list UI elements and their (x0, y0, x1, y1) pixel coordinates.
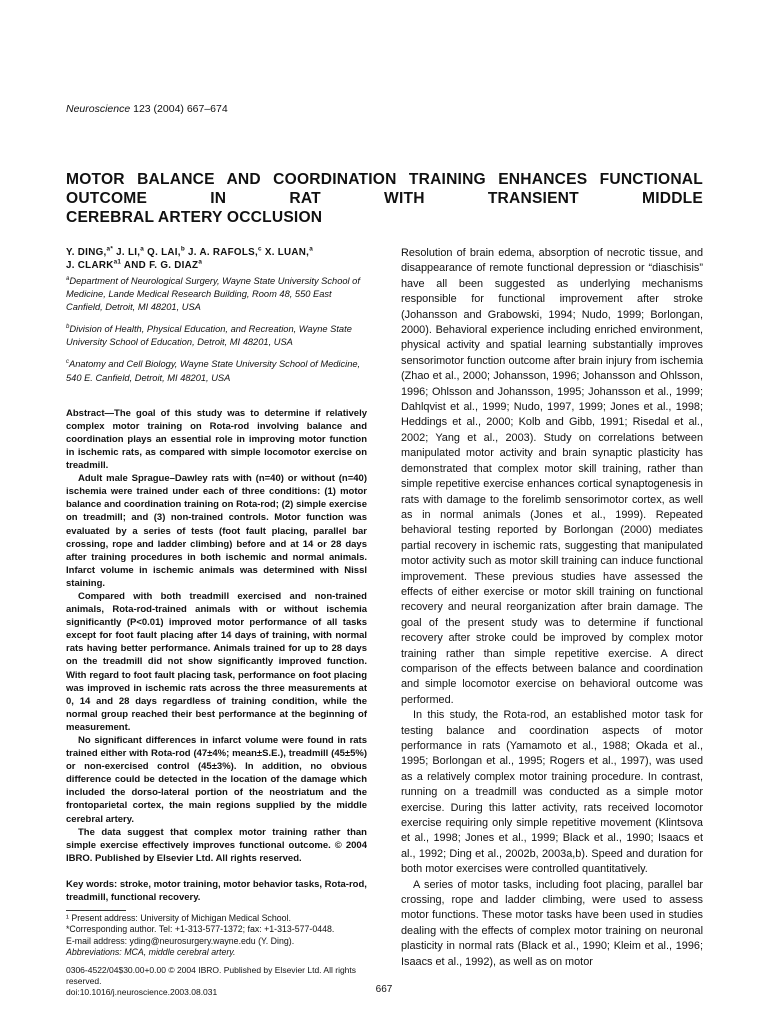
journal-name: Neuroscience (66, 103, 131, 115)
author-affiliation-mark: a1 (113, 258, 122, 266)
article-title-last-line: CEREBRAL ARTERY OCCLUSION (66, 209, 323, 226)
abstract-paragraph: No significant differences in infarct volume were found in rats trained either with Rota-rod (47±4%; mean±S.E.), treadmill (45±5%) or non-exercised control (45±3%). In addition, no obvious difference could be detected in the location of the damage which included the dorso-lateral portion of the neostriatum and the frontoparietal cortex, the main regions supplied by the middle cerebral artery. (66, 735, 367, 825)
article-title-main: MOTOR BALANCE AND COORDINATION TRAINING ENHANCES FUNCTIONAL OUTCOME IN RAT WITH TRANSIENT MIDDLE (66, 171, 703, 207)
author-affiliation-mark: a (309, 245, 314, 253)
affiliation-text: Division of Health, Physical Education, and Recreation, Wayne State University School of Education, Detroit, MI 48201, USA (66, 324, 352, 348)
author-name: Q. LAI, (144, 247, 181, 258)
footnote: *Corresponding author. Tel: +1-313-577-1372; fax: +1-313-577-0448. (66, 924, 335, 935)
author-name: J. CLARK (66, 260, 114, 271)
author-list (66, 246, 367, 272)
author-name: AND F. G. DIAZ (121, 260, 199, 271)
body-paragraph: In this study, the Rota-rod, an established motor task for testing balance and coordination aspects of motor performance in rats (Yamamoto et al., 1988; Okada et al., 1995; Borlongan et al., 1995; Rogers et al., 1997), was used as a relatively complex motor training procedure. In contrast, running on a treadmill was conducted as a simple motor exercise. During this latter activity, rats received locomotor exercise requiring only simple repetitive movement (Klintsova et al., 1998; Jones et al., 1999; Black et al., 1990; Isaacs et al., 1992; Ding et al., 2002b, 2003a,b). Speed and duration for both motor exercises were controlled quantitatively. (401, 709, 703, 876)
footnote-divider (66, 910, 126, 911)
author-name: Y. DING, (66, 247, 107, 258)
author-name: X. LUAN, (261, 247, 310, 258)
affiliation (66, 358, 367, 384)
abstract-paragraph: The data suggest that complex motor training rather than simple exercise effectively improves functional outcome. © 2004 IBRO. Published by Elsevier Ltd. All rights reserved. (66, 826, 367, 864)
abstract-paragraph: Adult male Sprague–Dawley rats with (n=40) or without (n=40) ischemia were trained under each of three conditions: (1) motor balance and coordination training on Rota-rod; (2) simple exercise on treadmill; and (3) non-trained controls. Motor function was evaluated by a series of tests (foot fault placing, parallel bar crossing, rope and ladder climbing) before and at 14 or 28 days after training procedures in both ischemic and normal animals. Infarct volume in ischemic animals was determined with Nissl staining. (66, 473, 367, 589)
author-affiliation-mark: a* (106, 245, 114, 253)
footnote: E-mail address: yding@neurosurgery.wayne.edu (Y. Ding). (66, 935, 295, 946)
footnote: ¹ Present address: University of Michigan Medical School. (66, 913, 291, 924)
affiliation-text: Anatomy and Cell Biology, Wayne State University School of Medicine, 540 E. Canfield, Detroit, MI 48201, USA (66, 359, 361, 383)
abstract-paragraph: Abstract—The goal of this study was to determine if relatively complex motor training on Rota-rod involving balance and coordination plays an essential role in improving motor function in ischemic rats, as compared with simple locomotor exercise on treadmill. (66, 407, 367, 472)
author-affiliation-mark: a (198, 258, 203, 266)
abstract-paragraph: Compared with both treadmill exercised and non-trained animals, Rota-rod-trained animals with or without ischemia significantly (P<0.01) improved motor performance of all tasks except for foot fault placing after 14 days of training, with normal rats having better performance. Animals trained for up to 28 days on the treadmill did not show significantly improved function. With regard to foot fault placing task, performance on foot placing was improved in ischemic rats across the three measurements at 0, 14 and 28 days regardless of training condition, while the normal group reached their best performance at the beginning of measurement. (66, 590, 367, 733)
doi-line: doi:10.1016/j.neuroscience.2003.08.031 (66, 986, 218, 997)
right-column (401, 246, 703, 970)
affiliation-mark: a (66, 275, 70, 282)
journal-volume-pages: 123 (2004) 667–674 (130, 103, 228, 115)
body-paragraph: Resolution of brain edema, absorption of necrotic tissue, and disappearance of remote functional depression or “diaschisis” have all been suggested as underlying mechanisms responsible for functional improvement after stroke (Johansson and Grabowski, 1994; Nudo, 1999; Borlongan, 2000). Behavioral experience including enriched environment, physical activity and spatial learning substantially improves sensorimotor function outcome after brain injury from ischemia (Zhao et al., 2000; Johansson, 1996; Johansson and Ohlsson, 1996; Ohlsson and Johansson, 1995; Johansson et al., 1999; Dahlqvist et al., 1999; Nudo, 1997, 1999; Jones et al., 1998; Heddings et al., 2000; Kolb and Gibb, 1991; Risedal et al., 2002; Yang et al., 2003). Study on correlations between manipulated motor activity and brain synaptic plasticity has demonstrated that complex motor skill training, rather than simple repetitive exercise enhances cortical synaptogenesis in rats with damage to the forelimb sensorimotor cortex, as well as in normal animals (Jones et al., 1999). Repeated behavioral testing reported by Borlongan (2000) mediates partial recovery in ischemic rats, suggesting that manipulated motor activity such as motor skill training can induce functional improvement. These previous studies have assessed the effects of either exercise or motor skill training on functional recovery and neural reorganization after brain damage. The goal of the present study was to determine if functional recovery after stroke could be improved by complex motor training rather than simple repetitive exercise. A direct comparison of the effects between balance and coordination and simple locomotor exercise on behavioral outcome was performed. (401, 247, 703, 706)
author-affiliation-mark: a (140, 245, 145, 253)
affiliation-mark: b (66, 324, 70, 331)
author-affiliation-mark: b (180, 245, 186, 253)
affiliation-text: Department of Neurological Surgery, Wayne State University School of Medicine, Lande Medical Research Building, Room 48, 550 East Canfield, Detroit, MI 48201, USA (66, 276, 360, 313)
affiliation-mark: c (66, 359, 70, 366)
footnote: Abbreviations: MCA, middle cerebral artery. (66, 946, 236, 957)
left-column (66, 246, 367, 998)
author-name: J. LI, (113, 247, 141, 258)
article-title (66, 170, 703, 227)
abstract (66, 407, 367, 865)
keywords: Key words: stroke, motor training, motor behavior tasks, Rota-rod, treadmill, functional recovery. (66, 878, 367, 904)
author-affiliation-mark: c (258, 245, 262, 253)
affiliation (66, 275, 367, 314)
page-number: 667 (375, 984, 393, 995)
footnotes (66, 913, 367, 958)
journal-citation (66, 103, 228, 115)
body-paragraph: A series of motor tasks, including foot placing, parallel bar crossing, rope and ladder climbing, were used to assess motor functions. These motor tasks have been used in studies dealing with the effects of complex motor training on neuronal plasticity in normal rats (Black et al., 1990; Kleim et al., 1996; Isaacs et al., 1992), as well as on motor (401, 878, 703, 968)
affiliation (66, 323, 367, 349)
copyright-line: 0306-4522/04$30.00+0.00 © 2004 IBRO. Published by Elsevier Ltd. All rights reserved. (66, 964, 357, 986)
author-name: J. A. RAFOLS, (185, 247, 258, 258)
